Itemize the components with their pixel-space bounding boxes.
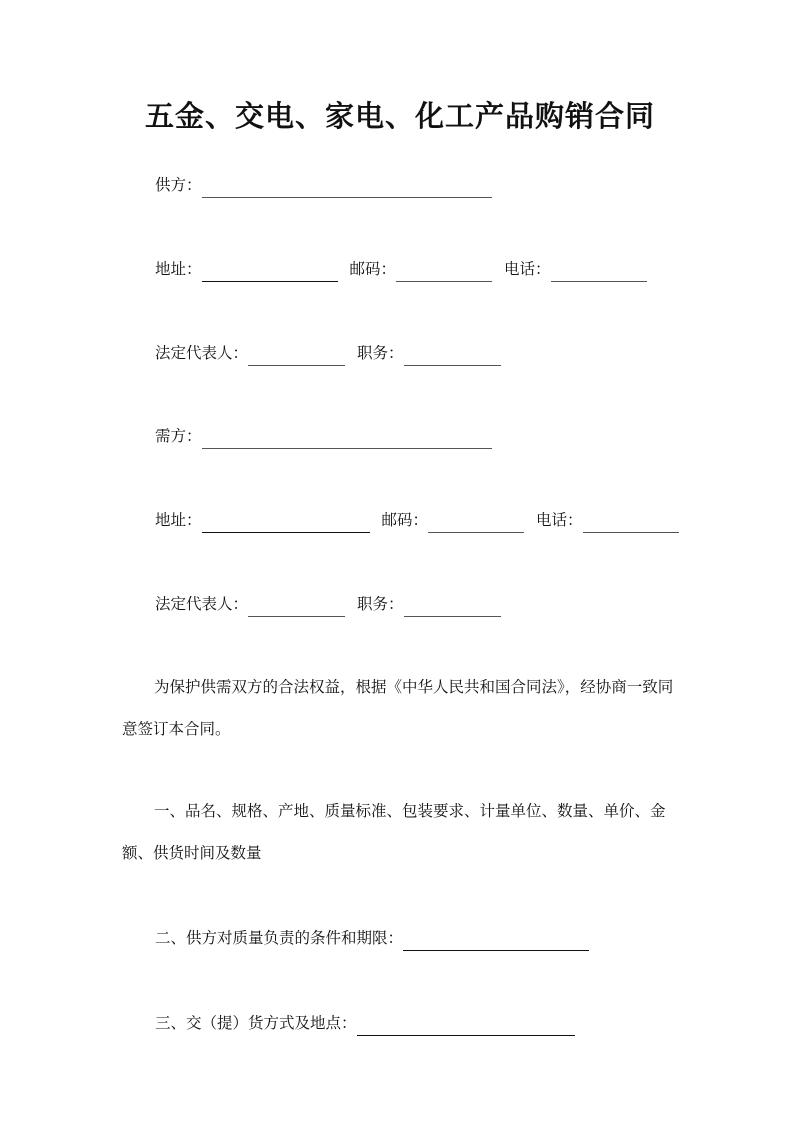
buyer-rep-row: [155, 591, 513, 617]
buyer-rep-blank[interactable]: [248, 598, 345, 617]
supplier-address-label: 地址：: [155, 260, 202, 278]
buyer-position-blank[interactable]: [404, 598, 501, 617]
supplier-rep-blank[interactable]: [248, 347, 345, 366]
buyer-rep-label: 法定代表人：: [155, 595, 249, 613]
buyer-phone-label: 电话：: [536, 511, 583, 529]
buyer-address-label: 地址：: [155, 511, 202, 529]
buyer-name-row: [155, 423, 504, 449]
buyer-address-blank[interactable]: [202, 514, 370, 533]
supplier-phone-label: 电话：: [504, 260, 551, 278]
clause-3-label: 三、交（提）货方式及地点：: [155, 1014, 357, 1032]
supplier-address-blank[interactable]: [202, 263, 338, 282]
buyer-name-blank[interactable]: [202, 430, 492, 449]
buyer-position-label: 职务：: [357, 595, 404, 613]
supplier-postcode-blank[interactable]: [396, 263, 492, 282]
supplier-label: 供方：: [155, 176, 202, 194]
supplier-name-row: [155, 172, 504, 198]
buyer-address-row: [155, 507, 691, 533]
clause-2-blank[interactable]: [403, 932, 589, 951]
clause-1: 一、品名、规格、产地、质量标准、包装要求、计量单位、数量、单价、金额、供货时间及数量: [122, 802, 666, 862]
supplier-postcode-label: 邮码：: [349, 260, 397, 278]
clause-3-row: [155, 1010, 587, 1036]
buyer-phone-blank[interactable]: [583, 514, 679, 533]
intro-paragraph: 为保护供需双方的合法权益，根据《中华人民共和国合同法》，经协商一致同意签订本合同。: [122, 678, 674, 738]
clause-2-label: 二、供方对质量负责的条件和期限：: [155, 929, 404, 947]
page-title: 五金、交电、家电、化工产品购销合同: [144, 99, 655, 133]
supplier-position-blank[interactable]: [404, 347, 501, 366]
buyer-label: 需方：: [155, 427, 202, 445]
supplier-rep-label: 法定代表人：: [155, 344, 249, 362]
supplier-name-blank[interactable]: [202, 179, 492, 198]
clause-3-blank[interactable]: [357, 1017, 575, 1036]
supplier-position-label: 职务：: [357, 344, 404, 362]
clause-2-row: [155, 925, 601, 951]
buyer-postcode-label: 邮码：: [381, 511, 429, 529]
supplier-phone-blank[interactable]: [551, 263, 647, 282]
buyer-postcode-blank[interactable]: [428, 514, 524, 533]
supplier-rep-row: [155, 340, 513, 366]
supplier-address-row: [155, 256, 659, 282]
